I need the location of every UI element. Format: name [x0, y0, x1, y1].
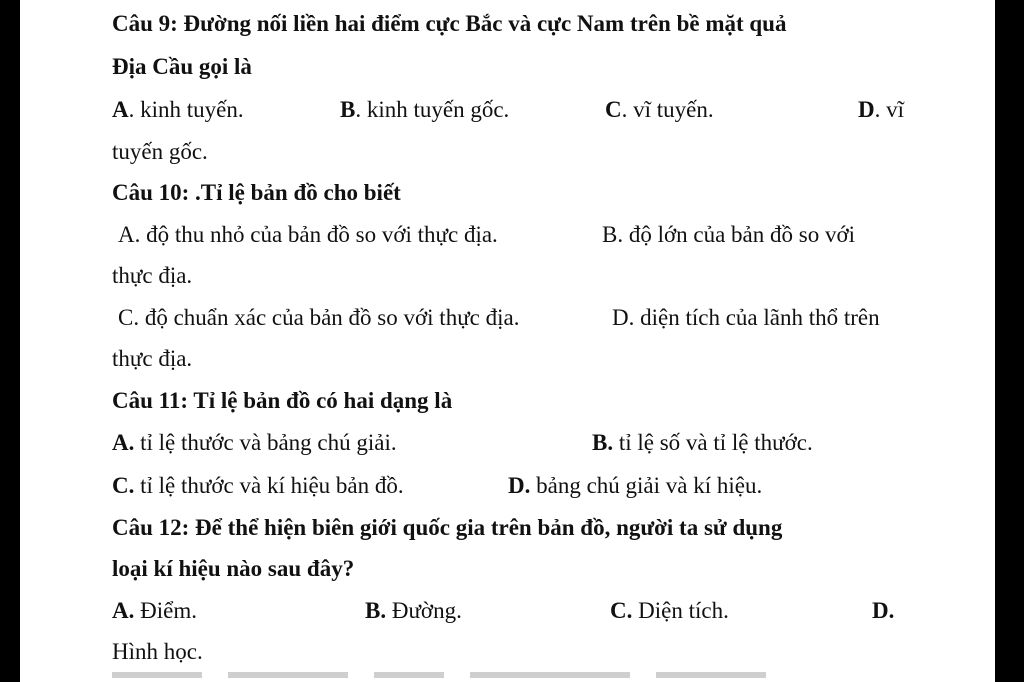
q11-option-c-letter: C.: [112, 473, 135, 498]
q10-option-a: A. độ thu nhỏ của bản đồ so với thực địa.: [118, 222, 498, 247]
q9-option-b-text: . kinh tuyến gốc.: [355, 97, 510, 122]
q9-option-d-letter: D: [858, 97, 875, 122]
document-page: [20, 0, 995, 682]
q12-option-a-text: Điểm.: [134, 598, 197, 623]
q12-option-c-text: Diện tích.: [632, 598, 729, 623]
cut-off-text-line: [112, 672, 812, 682]
q11-option-d-letter: D.: [508, 473, 531, 498]
q12-stem-line2: loại kí hiệu nào sau đây?: [112, 556, 355, 581]
q11-option-c: [112, 474, 404, 497]
q12-option-d-letter: D.: [872, 598, 895, 623]
q9-stem-line1: Câu 9: Đường nối liền hai điểm cực Bắc và cực Nam trên bề mặt quả: [112, 11, 787, 36]
q11-option-a-text: tỉ lệ thước và bảng chú giải.: [134, 430, 397, 455]
q9-option-c: [605, 98, 714, 121]
q11-option-b-text: tỉ lệ số và tỉ lệ thước.: [613, 430, 813, 455]
q10-option-b: B. độ lớn của bản đồ so với: [602, 222, 856, 247]
q9-option-b: [340, 98, 509, 121]
q12-option-b-text: Đường.: [386, 598, 462, 623]
q9-stem-line2: Địa Cầu gọi là: [112, 54, 252, 79]
q10-option-d: D. diện tích của lãnh thổ trên: [612, 305, 880, 330]
q12-option-b-letter: B.: [365, 598, 387, 623]
q12-stem-line1: Câu 12: Để thể hiện biên giới quốc gia trên bản đồ, người ta sử dụng: [112, 515, 783, 540]
q10-option-b-wrap: thực địa.: [112, 263, 193, 288]
q9-option-a-letter: A: [112, 97, 129, 122]
q9-option-d: [858, 98, 904, 121]
q9-option-a: [112, 98, 244, 121]
q10-stem: Câu 10: .Tỉ lệ bản đồ cho biết: [112, 180, 401, 205]
q9-option-a-text: . kinh tuyến.: [128, 97, 244, 122]
q12-option-c: [610, 599, 729, 622]
q9-option-d-text: . vĩ: [874, 97, 905, 122]
q9-option-b-letter: B: [340, 97, 356, 122]
q12-option-c-letter: C.: [610, 598, 633, 623]
q9-option-c-letter: C: [605, 97, 622, 122]
q11-stem: Câu 11: Tỉ lệ bản đồ có hai dạng là: [112, 388, 453, 413]
q12-option-d: [872, 599, 894, 622]
q9-option-d-wrap: tuyến gốc.: [112, 139, 208, 164]
q10-option-d-wrap: thực địa.: [112, 346, 193, 371]
q11-option-d-text: bảng chú giải và kí hiệu.: [530, 473, 763, 498]
q12-option-a-letter: A.: [112, 598, 135, 623]
q11-option-d: [508, 474, 762, 497]
q11-option-c-text: tỉ lệ thước và kí hiệu bản đồ.: [134, 473, 404, 498]
q12-option-b: [365, 599, 462, 622]
q11-option-b: [592, 431, 813, 454]
q11-option-b-letter: B.: [592, 430, 614, 455]
q11-option-a-letter: A.: [112, 430, 135, 455]
q9-option-c-text: . vĩ tuyến.: [621, 97, 714, 122]
q12-option-a: [112, 599, 197, 622]
q12-option-d-wrap: Hình học.: [112, 639, 203, 664]
q11-option-a: [112, 431, 397, 454]
q10-option-c: C. độ chuẩn xác của bản đồ so với thực địa.: [118, 305, 520, 330]
